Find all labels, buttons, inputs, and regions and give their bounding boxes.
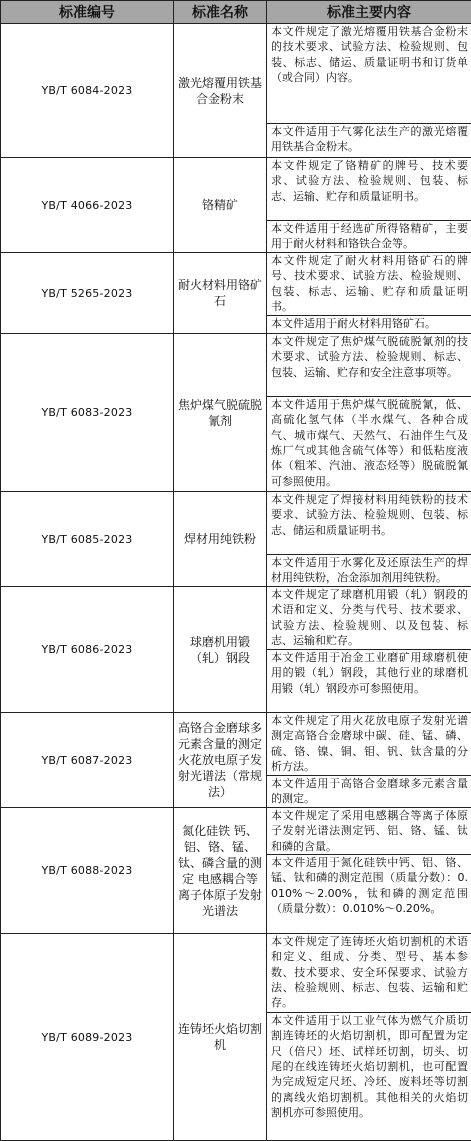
standard-scope-text: 本文件规定了用火花放电原子发射光谱测定高铬合金磨球中碳、硅、锰、磷、硫、铬、镍、铜、钼、钒、钛含量的分析方法。 xyxy=(267,713,471,776)
standard-applicability-text: 本文件适用于经选矿所得铬精矿，主要用于耐火材料和铬铁合金等。 xyxy=(267,221,471,253)
standard-code: YB/T 5265-2023 xyxy=(1,253,174,334)
table-row xyxy=(1,713,471,776)
standard-scope-text: 本文件规定了耐火材料用铬矿石的牌号、技术要求、试验方法、检验规则、包装、标志、运输、贮存和质量证明书。 xyxy=(267,253,471,316)
table-row xyxy=(1,934,471,1013)
standard-code: YB/T 6084-2023 xyxy=(1,24,174,158)
standard-name: 高铬合金磨球多元素含量的测定 火花放电原子发射光谱法（常规法） xyxy=(174,713,267,808)
standard-scope-text: 本文件规定了焊接材料用纯铁粉的技术要求、试验方法、检验规则、包装、标志、储运和质量证明书。 xyxy=(267,492,471,555)
header-standard-name: 标准名称 xyxy=(174,1,267,24)
standard-applicability-text: 本文件适用于水雾化及还原法生产的焊材用纯铁粉，冶金添加剂用纯铁粉。 xyxy=(267,555,471,587)
table-row xyxy=(1,492,471,555)
standard-scope-text: 本文件规定了采用电感耦合等离子体原子发射光谱法测定钙、铝、铬、锰、钛和磷的含量。 xyxy=(267,808,471,855)
standard-scope-text: 本文件规定了铬精矿的牌号、技术要求、试验方法、检验规则、包装、标志、运输、贮存和质量证明书。 xyxy=(267,158,471,221)
standard-code: YB/T 6083-2023 xyxy=(1,334,174,492)
header-standard-code: 标准编号 xyxy=(1,1,174,24)
standard-code: YB/T 6089-2023 xyxy=(1,934,174,1141)
standard-code: YB/T 6085-2023 xyxy=(1,492,174,587)
table-row xyxy=(1,334,471,397)
standard-code: YB/T 6088-2023 xyxy=(1,808,174,934)
standard-scope-text: 本文件规定了球磨机用锻（轧）钢段的术语和定义、分类与代号、技术要求、试验方法、检验规则、以及包装、标志、运输和贮存。 xyxy=(267,587,471,650)
standard-name: 激光熔覆用铁基合金粉末 xyxy=(174,24,267,158)
standard-name: 焦炉煤气脱硫脱氰剂 xyxy=(174,334,267,492)
standard-code: YB/T 6087-2023 xyxy=(1,713,174,808)
standard-applicability-text: 本文件适用于气雾化法生产的激光熔覆用铁基合金粉末。 xyxy=(267,124,471,158)
table-row xyxy=(1,808,471,855)
standard-scope-text: 本文件规定了激光熔覆用铁基合金粉末的技术要求、试验方法、检验规则、包装、标志、储运、质量证明书和订货单（或合同）内容。 xyxy=(267,24,471,124)
standard-code: YB/T 4066-2023 xyxy=(1,158,174,253)
table-header-row xyxy=(1,1,471,24)
standard-name: 铬精矿 xyxy=(174,158,267,253)
standard-name: 耐火材料用铬矿石 xyxy=(174,253,267,334)
standard-applicability-text: 本文件适用于高铬合金磨球多元素含量的测定。 xyxy=(267,776,471,808)
standard-applicability-text: 本文件适用于氮化硅铁中钙、铝、铬、锰、钛和磷的测定范围（质量分数）：0.010%～2.00%，钛和磷的测定范围（质量分数）：0.010%～0.20%。 xyxy=(267,855,471,934)
standard-scope-text: 本文件规定了焦炉煤气脱硫脱氰剂的技术要求、试验方法、检验规则、标志、包装、运输、贮存和安全注意事项等。 xyxy=(267,334,471,397)
standard-name: 连铸坯火焰切割机 xyxy=(174,934,267,1141)
standard-code: YB/T 6086-2023 xyxy=(1,587,174,713)
standard-name: 氮化硅铁 钙、铝、铬、锰、钛、磷含量的测定 电感耦合等离子体原子发射光谱法 xyxy=(174,808,267,934)
standard-name: 球磨机用锻（轧）钢段 xyxy=(174,587,267,713)
table-row xyxy=(1,587,471,650)
standard-name: 焊材用纯铁粉 xyxy=(174,492,267,587)
standard-applicability-text: 本文件适用于以工业气体为燃气介质切割连铸坯的火焰切割机，即可配置为定尺（倍尺）坯、试样坯切割，切头、切尾的在线连铸坯火焰切割机，也可配置为完成短定尺坯、冷坯、废料坯等切割的离线火焰切割机。其他相关的火焰切割机亦可参照使用。 xyxy=(267,1013,471,1141)
table-row xyxy=(1,24,471,124)
standard-applicability-text: 本文件适用于焦炉煤气脱硫脱氰，低、高硫化氢气体（半水煤气、各种合成气、城市煤气、天然气、石油伴生气及炼厂气或其他含硫气体等）和低粘度液体（粗苯、汽油、液态烃等）脱硫脱氰可参照使用。 xyxy=(267,397,471,492)
standard-applicability-text: 本文件适用于耐火材料用铬矿石。 xyxy=(267,316,471,334)
standard-applicability-text: 本文件适用于冶金工业磨矿用球磨机使用的锻（轧）钢段，其他行业的球磨机用锻（轧）钢段亦可参照使用。 xyxy=(267,650,471,713)
table-row xyxy=(1,158,471,221)
standard-scope-text: 本文件规定了连铸坯火焰切割机的术语和定义、组成、分类、型号、基本参数、技术要求、安全环保要求、试验方法、检验规则、标志、包装、运输和贮存。 xyxy=(267,934,471,1013)
table-row xyxy=(1,253,471,316)
header-standard-content: 标准主要内容 xyxy=(267,1,471,24)
